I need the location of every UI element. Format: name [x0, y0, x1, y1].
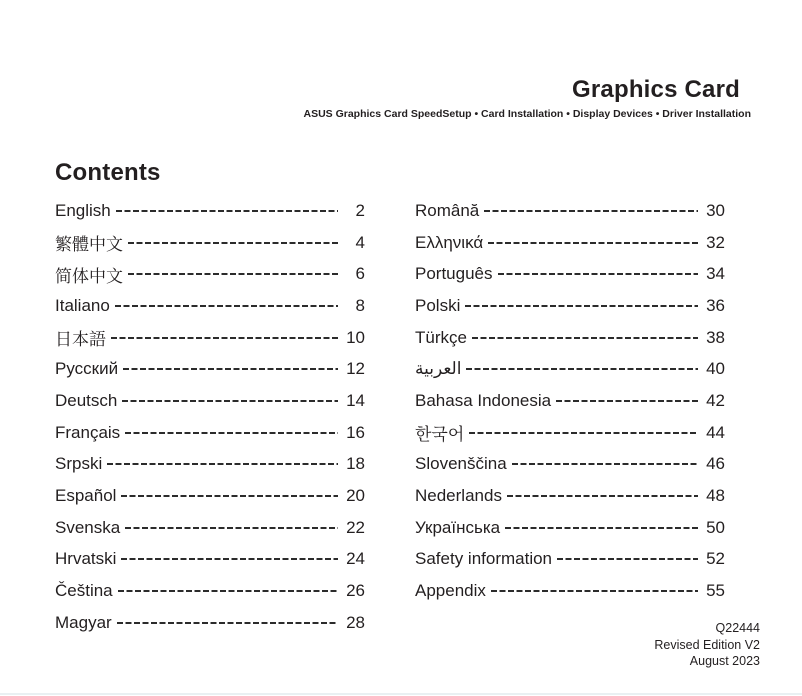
toc-row: [55, 195, 365, 227]
footer: [654, 620, 760, 670]
toc-page-number: 2: [355, 200, 365, 220]
toc-page-number: 10: [346, 327, 365, 347]
toc-dash-leader: [557, 544, 698, 576]
toc-entry-label: Magyar: [55, 612, 112, 632]
toc-entry-label: Nederlands: [415, 486, 502, 506]
toc-row: [55, 544, 365, 576]
toc-row: [55, 258, 365, 290]
toc-entry-label: Safety information: [415, 549, 553, 569]
toc-row: [55, 480, 365, 512]
toc-row: [55, 227, 365, 259]
toc-dash-leader: [122, 385, 338, 417]
toc-entry-label: Polski: [415, 295, 461, 315]
toc-dash-leader: [488, 227, 698, 259]
toc-page-number: 44: [706, 422, 725, 442]
toc-entry-label: Bahasa Indonesia: [415, 390, 552, 410]
toc-dash-leader: [125, 512, 338, 544]
toc-entry-label: Italiano: [55, 295, 110, 315]
toc-dash-leader: [484, 195, 698, 227]
toc-row: [55, 417, 365, 449]
edition-label: Revised Edition V2: [654, 637, 760, 652]
toc-dash-leader: [505, 512, 698, 544]
toc-entry-label: Español: [55, 486, 117, 506]
toc-page-number: 34: [706, 264, 725, 284]
toc-dash-leader: [111, 322, 338, 354]
toc-dash-leader: [465, 290, 698, 322]
toc-dash-leader: [125, 417, 338, 449]
date-label: August 2023: [689, 654, 760, 668]
toc-page-number: 8: [355, 295, 365, 315]
toc-entry-label: Appendix: [415, 581, 486, 601]
toc-entry-label: English: [55, 200, 111, 220]
toc-page-number: 32: [706, 232, 725, 252]
toc-dash-leader: [469, 417, 698, 449]
toc-row: [415, 385, 725, 417]
toc-page-number: 55: [706, 581, 725, 601]
toc-entry-label: Français: [55, 422, 121, 442]
toc-entry-label: 한국어: [415, 425, 465, 445]
toc-row: [415, 258, 725, 290]
toc-page-number: 40: [706, 359, 725, 379]
toc-row: [415, 544, 725, 576]
toc-row: [55, 512, 365, 544]
toc-dash-leader: [118, 575, 338, 607]
toc-page-number: 42: [706, 390, 725, 410]
toc-dash-leader: [507, 480, 698, 512]
toc-page-number: 48: [706, 486, 725, 506]
toc-row: [415, 512, 725, 544]
toc-row: [415, 290, 725, 322]
toc-entry-label: 繁體中文: [55, 235, 123, 255]
toc-page-number: 50: [706, 517, 725, 537]
toc-row: [55, 322, 365, 354]
toc-entry-label: Čeština: [55, 581, 113, 601]
toc-dash-leader: [472, 322, 698, 354]
toc-page-number: 26: [346, 581, 365, 601]
toc-page-number: 20: [346, 486, 365, 506]
table-of-contents: [55, 195, 725, 639]
toc-dash-leader: [128, 258, 338, 290]
toc-dash-leader: [123, 353, 338, 385]
toc-entry-label: Hrvatski: [55, 549, 117, 569]
toc-entry-label: Deutsch: [55, 390, 118, 410]
toc-page-number: 12: [346, 359, 365, 379]
toc-page-number: 30: [706, 200, 725, 220]
toc-page-number: 36: [706, 295, 725, 315]
toc-entry-label: Türkçe: [415, 327, 467, 347]
toc-page-number: 18: [346, 454, 365, 474]
toc-dash-leader: [556, 385, 698, 417]
toc-dash-leader: [128, 227, 338, 259]
document-code: Q22444: [715, 621, 760, 635]
toc-entry-label: Українська: [415, 517, 501, 537]
toc-dash-leader: [116, 195, 338, 227]
toc-page-number: 52: [706, 549, 725, 569]
toc-row: [415, 195, 725, 227]
toc-row: [415, 480, 725, 512]
toc-page-number: 46: [706, 454, 725, 474]
toc-page-number: 38: [706, 327, 725, 347]
toc-entry-label: Română: [415, 200, 480, 220]
toc-entry-label: Slovenščina: [415, 454, 507, 474]
toc-entry-label: Русский: [55, 359, 119, 379]
toc-entry-label: Português: [415, 264, 493, 284]
toc-row: [55, 607, 365, 639]
toc-page-number: 16: [346, 422, 365, 442]
page-title: Graphics Card: [572, 76, 740, 103]
toc-page-number: 14: [346, 390, 365, 410]
toc-row: [415, 417, 725, 449]
toc-entry-label: Ελληνικά: [415, 232, 484, 252]
toc-dash-leader: [107, 449, 338, 481]
toc-row: [55, 353, 365, 385]
toc-dash-leader: [121, 480, 338, 512]
toc-page-number: 24: [346, 549, 365, 569]
toc-dash-leader: [466, 353, 698, 385]
toc-dash-leader: [121, 544, 338, 576]
toc-page-number: 28: [346, 612, 365, 632]
toc-page-number: 22: [346, 517, 365, 537]
toc-row: [415, 227, 725, 259]
toc-column-right: [415, 195, 725, 639]
toc-dash-leader: [512, 449, 698, 481]
header: [0, 0, 802, 121]
toc-entry-label: Srpski: [55, 454, 103, 474]
toc-page-number: 4: [355, 232, 365, 252]
toc-row: [55, 385, 365, 417]
toc-row: [55, 449, 365, 481]
toc-entry-label: 日本語: [55, 330, 106, 350]
toc-entry-label: 简体中文: [55, 266, 123, 286]
contents-heading: Contents: [55, 159, 161, 186]
page-bottom-rule: [0, 693, 802, 695]
page-subtitle: ASUS Graphics Card SpeedSetup • Card Installation • Display Devices • Driver Installation: [303, 108, 751, 120]
toc-row: [415, 353, 725, 385]
toc-entry-label: Svenska: [55, 517, 121, 537]
toc-column-left: [55, 195, 365, 639]
toc-dash-leader: [117, 607, 338, 639]
toc-entry-label: العربية: [415, 359, 462, 379]
toc-row: [55, 575, 365, 607]
toc-row: [55, 290, 365, 322]
toc-dash-leader: [491, 575, 698, 607]
toc-dash-leader: [115, 290, 338, 322]
toc-row: [415, 449, 725, 481]
toc-row: [415, 322, 725, 354]
toc-dash-leader: [498, 258, 699, 290]
toc-page-number: 6: [355, 264, 365, 284]
toc-row: [415, 575, 725, 607]
